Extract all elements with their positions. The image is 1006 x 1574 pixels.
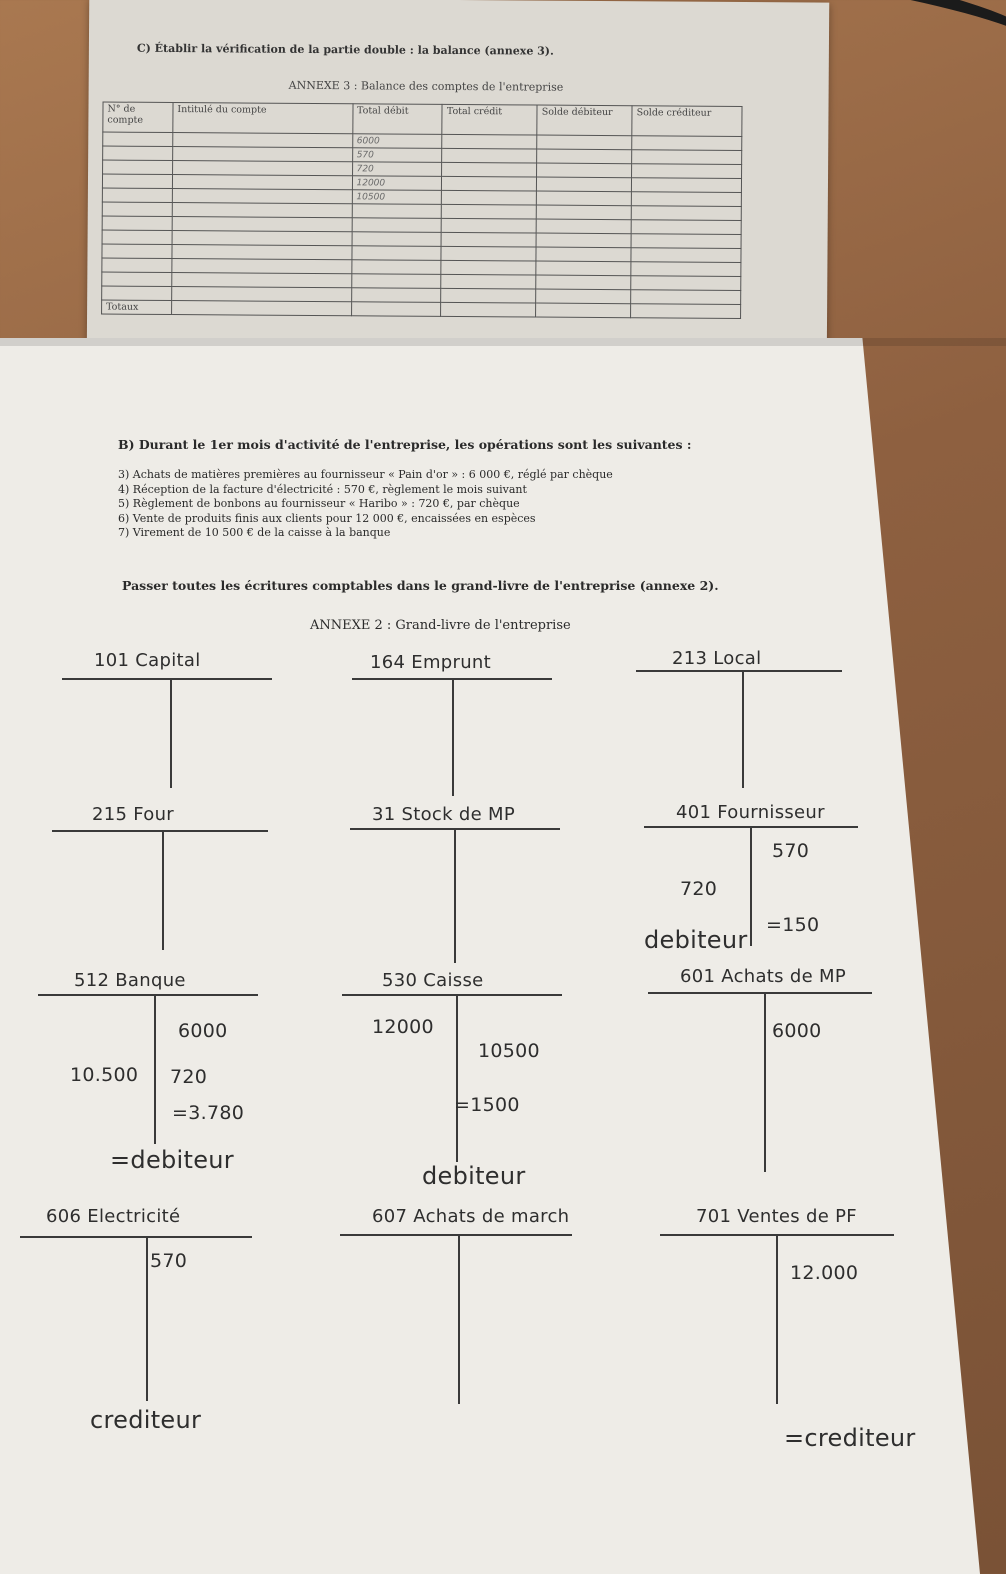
balance-table: [101, 102, 742, 319]
account-title: 164 Emprunt: [370, 652, 491, 673]
t-account-hline: [62, 678, 272, 680]
debit-note: 720: [352, 162, 442, 177]
debit-note: 6000: [352, 134, 442, 149]
t-account-hline: [342, 994, 562, 996]
balance-amount: =1500: [454, 1094, 520, 1116]
balance-result: debiteur: [422, 1162, 526, 1190]
t-account-hline: [52, 830, 268, 832]
t-account-vline: [764, 992, 766, 1172]
t-account-stock: [350, 804, 560, 964]
t-account-achats-mp: [648, 966, 872, 1176]
col-credit-balance: Solde créditeur: [632, 106, 742, 137]
t-account-vline: [750, 826, 752, 946]
balance-result: crediteur: [90, 1406, 202, 1434]
t-account-banque: [38, 970, 258, 1180]
list-item: 7) Virement de 10 500 € de la caisse à la banque: [118, 526, 391, 539]
t-account-achats-march: [340, 1206, 572, 1406]
operations-list: [118, 468, 613, 541]
debit-amount: 10.500: [70, 1064, 139, 1086]
credit-amount: 570: [150, 1250, 188, 1272]
credit-amount: 570: [772, 840, 810, 862]
credit-amount: 6000: [178, 1020, 228, 1042]
totals-label: Totaux: [102, 300, 172, 314]
debit-amount: 12000: [372, 1016, 434, 1038]
t-account-vline: [162, 830, 164, 950]
debit-amount: 720: [680, 878, 718, 900]
list-item: 4) Réception de la facture d'électricité : 570 €, règlement le mois suivant: [118, 482, 527, 496]
account-title: 601 Achats de MP: [680, 966, 846, 987]
credit-amount: 10500: [478, 1040, 540, 1062]
t-account-vline: [154, 994, 156, 1144]
t-account-fournisseur: [644, 802, 858, 962]
account-title: 607 Achats de march: [372, 1206, 570, 1227]
account-title: 606 Electricité: [46, 1206, 181, 1227]
balance-result: =debiteur: [110, 1146, 234, 1174]
t-account-vline: [458, 1234, 460, 1404]
t-account-electricite: [20, 1206, 252, 1446]
account-title: 701 Ventes de PF: [696, 1206, 857, 1227]
t-account-hline: [636, 670, 842, 672]
list-item: 5) Règlement de bonbons au fournisseur « Haribo » : 720 €, par chèque: [118, 497, 520, 510]
t-account-hline: [648, 992, 872, 994]
t-account-vline: [742, 670, 744, 788]
balance-amount: =3.780: [172, 1102, 245, 1124]
t-account-caisse: [342, 970, 562, 1200]
t-account-hline: [38, 994, 258, 996]
t-account-local: [636, 648, 842, 788]
account-title: 101 Capital: [94, 650, 201, 671]
debit-note: 570: [352, 148, 442, 163]
debit-note: 12000: [352, 176, 442, 191]
balance-header-row: [103, 102, 742, 136]
credit-amount: 6000: [772, 1020, 822, 1042]
credit-amount: 12.000: [790, 1262, 859, 1284]
t-account-vline: [452, 678, 454, 796]
balance-result: =crediteur: [784, 1424, 916, 1452]
annex-3-title: ANNEXE 3 : Balance des comptes de l'entreprise: [288, 78, 564, 94]
credit-amount: 720: [170, 1066, 208, 1088]
account-title: 401 Fournisseur: [676, 802, 825, 823]
account-title: 213 Local: [672, 648, 762, 669]
t-account-emprunt: [352, 652, 552, 797]
list-item: 3) Achats de matières premières au fournisseur « Pain d'or » : 6 000 €, réglé par chèque: [118, 468, 613, 481]
t-account-vline: [456, 994, 458, 1162]
t-account-hline: [340, 1234, 572, 1236]
t-account-four: [52, 804, 268, 950]
t-account-vline: [454, 828, 456, 963]
annex-2-title: ANNEXE 2 : Grand-livre de l'entreprise: [310, 618, 571, 633]
col-account-number: N° de compte: [103, 102, 173, 132]
col-account-name: Intitulé du compte: [173, 103, 353, 134]
col-debit-balance: Solde débiteur: [537, 105, 632, 136]
account-title: 512 Banque: [74, 970, 186, 991]
debit-note: 10500: [352, 190, 442, 205]
t-account-vline: [170, 678, 172, 788]
balance-result: debiteur: [644, 926, 748, 954]
account-title: 31 Stock de MP: [372, 804, 515, 825]
t-account-vline: [776, 1234, 778, 1404]
section-b-heading: B) Durant le 1er mois d'activité de l'entreprise, les opérations sont les suivantes :: [118, 437, 692, 452]
t-account-capital: [62, 650, 272, 790]
col-total-credit: Total crédit: [442, 104, 537, 135]
sheet-shadow: [0, 338, 1006, 346]
t-account-vline: [146, 1236, 148, 1401]
annex-3-sheet: [87, 0, 829, 363]
balance-amount: =150: [766, 914, 820, 936]
account-title: 530 Caisse: [382, 970, 484, 991]
t-account-hline: [20, 1236, 252, 1238]
col-total-debit: Total débit: [352, 104, 442, 135]
ledger-instruction: Passer toutes les écritures comptables dans le grand-livre de l'entreprise (annexe 2).: [122, 578, 719, 593]
annex-3-instruction: C) Établir la vérification de la partie double : la balance (annexe 3).: [136, 41, 554, 58]
account-title: 215 Four: [92, 804, 175, 825]
list-item: 6) Vente de produits finis aux clients pour 12 000 €, encaissées en espèces: [118, 511, 536, 525]
t-account-ventes: [660, 1206, 916, 1456]
